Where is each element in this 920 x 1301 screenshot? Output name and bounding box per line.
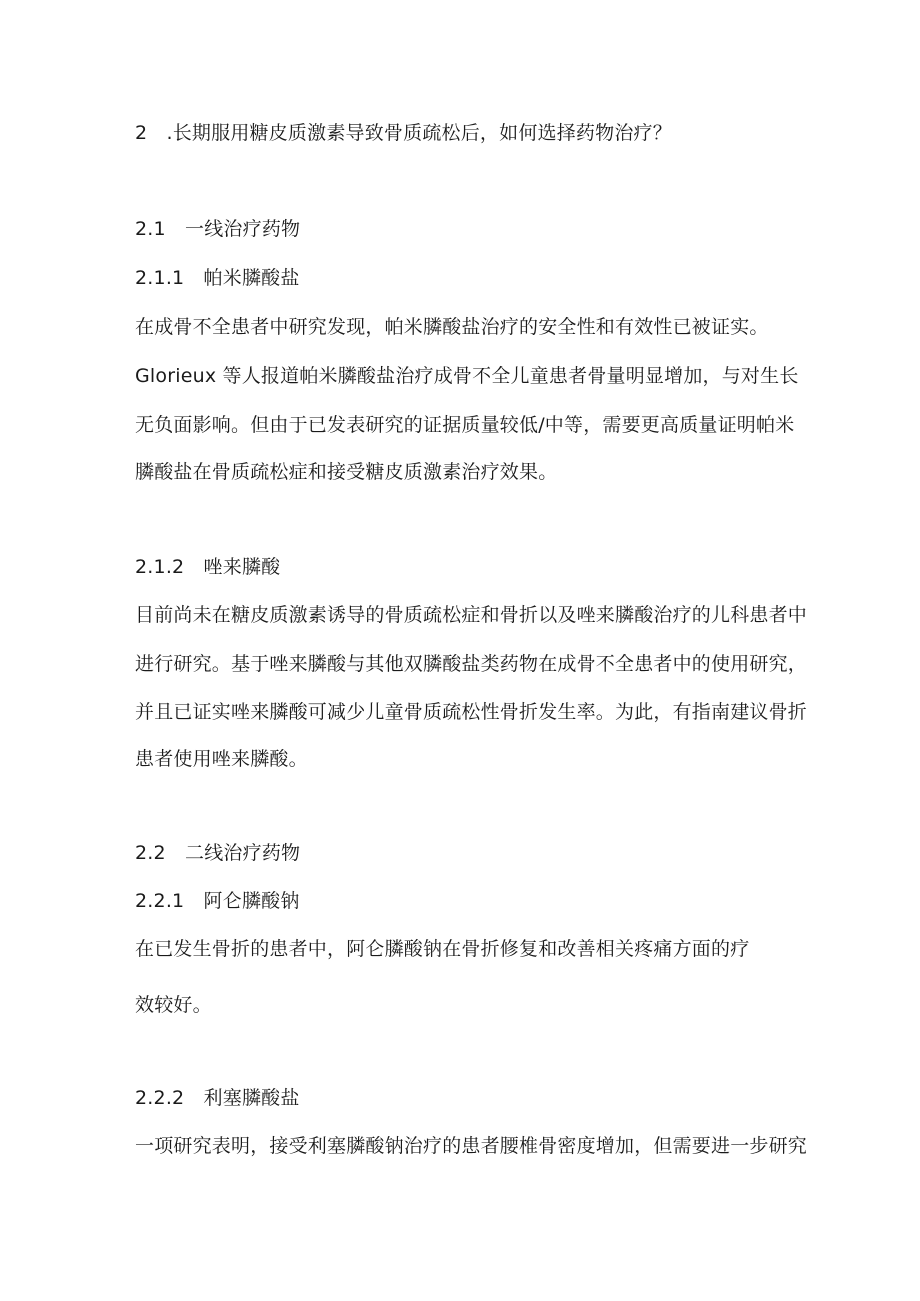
question-heading: 2 .长期服用糖皮质激素导致骨质疏松后，如何选择药物治疗？ [135,122,672,144]
section-2-1-1-line-2: Glorieux 等人报道帕米膦酸盐治疗成骨不全儿童患者骨量明显增加，与对生长 [135,365,799,387]
section-2-2-heading: 2.2 二线治疗药物 [135,842,301,864]
section-2-1-2-line-1: 目前尚未在糖皮质激素诱导的骨质疏松症和骨折以及唑来膦酸治疗的儿科患者中 [135,604,808,626]
section-2-1-heading: 2.1 一线治疗药物 [135,218,301,240]
section-2-1-2-heading: 2.1.2 唑来膦酸 [135,556,281,578]
section-2-1-1-heading: 2.1.1 帕米膦酸盐 [135,267,300,289]
section-2-1-2-line-2: 进行研究。基于唑来膦酸与其他双膦酸盐类药物在成骨不全患者中的使用研究， [135,653,808,675]
section-2-2-1-heading: 2.2.1 阿仑膦酸钠 [135,890,300,912]
section-2-2-1-line-1: 在已发生骨折的患者中，阿仑膦酸钠在骨折修复和改善相关疼痛方面的疗 [135,938,750,960]
section-2-1-2-line-4: 患者使用唑来膦酸。 [135,748,308,770]
section-2-1-1-line-4: 膦酸盐在骨质疏松症和接受糖皮质激素治疗效果。 [135,461,558,483]
section-2-2-2-line-1: 一项研究表明，接受利塞膦酸钠治疗的患者腰椎骨密度增加，但需要进一步研究 [135,1135,808,1157]
section-2-1-1-line-1: 在成骨不全患者中研究发现，帕米膦酸盐治疗的安全性和有效性已被证实。 [135,316,769,338]
section-2-2-2-heading: 2.2.2 利塞膦酸盐 [135,1087,300,1109]
section-2-2-1-line-2: 效较好。 [135,994,212,1016]
section-2-1-2-line-3: 并且已证实唑来膦酸可减少儿童骨质疏松性骨折发生率。为此，有指南建议骨折 [135,701,808,723]
section-2-1-1-line-3: 无负面影响。但由于已发表研究的证据质量较低/中等，需要更高质量证明帕米 [135,414,795,436]
